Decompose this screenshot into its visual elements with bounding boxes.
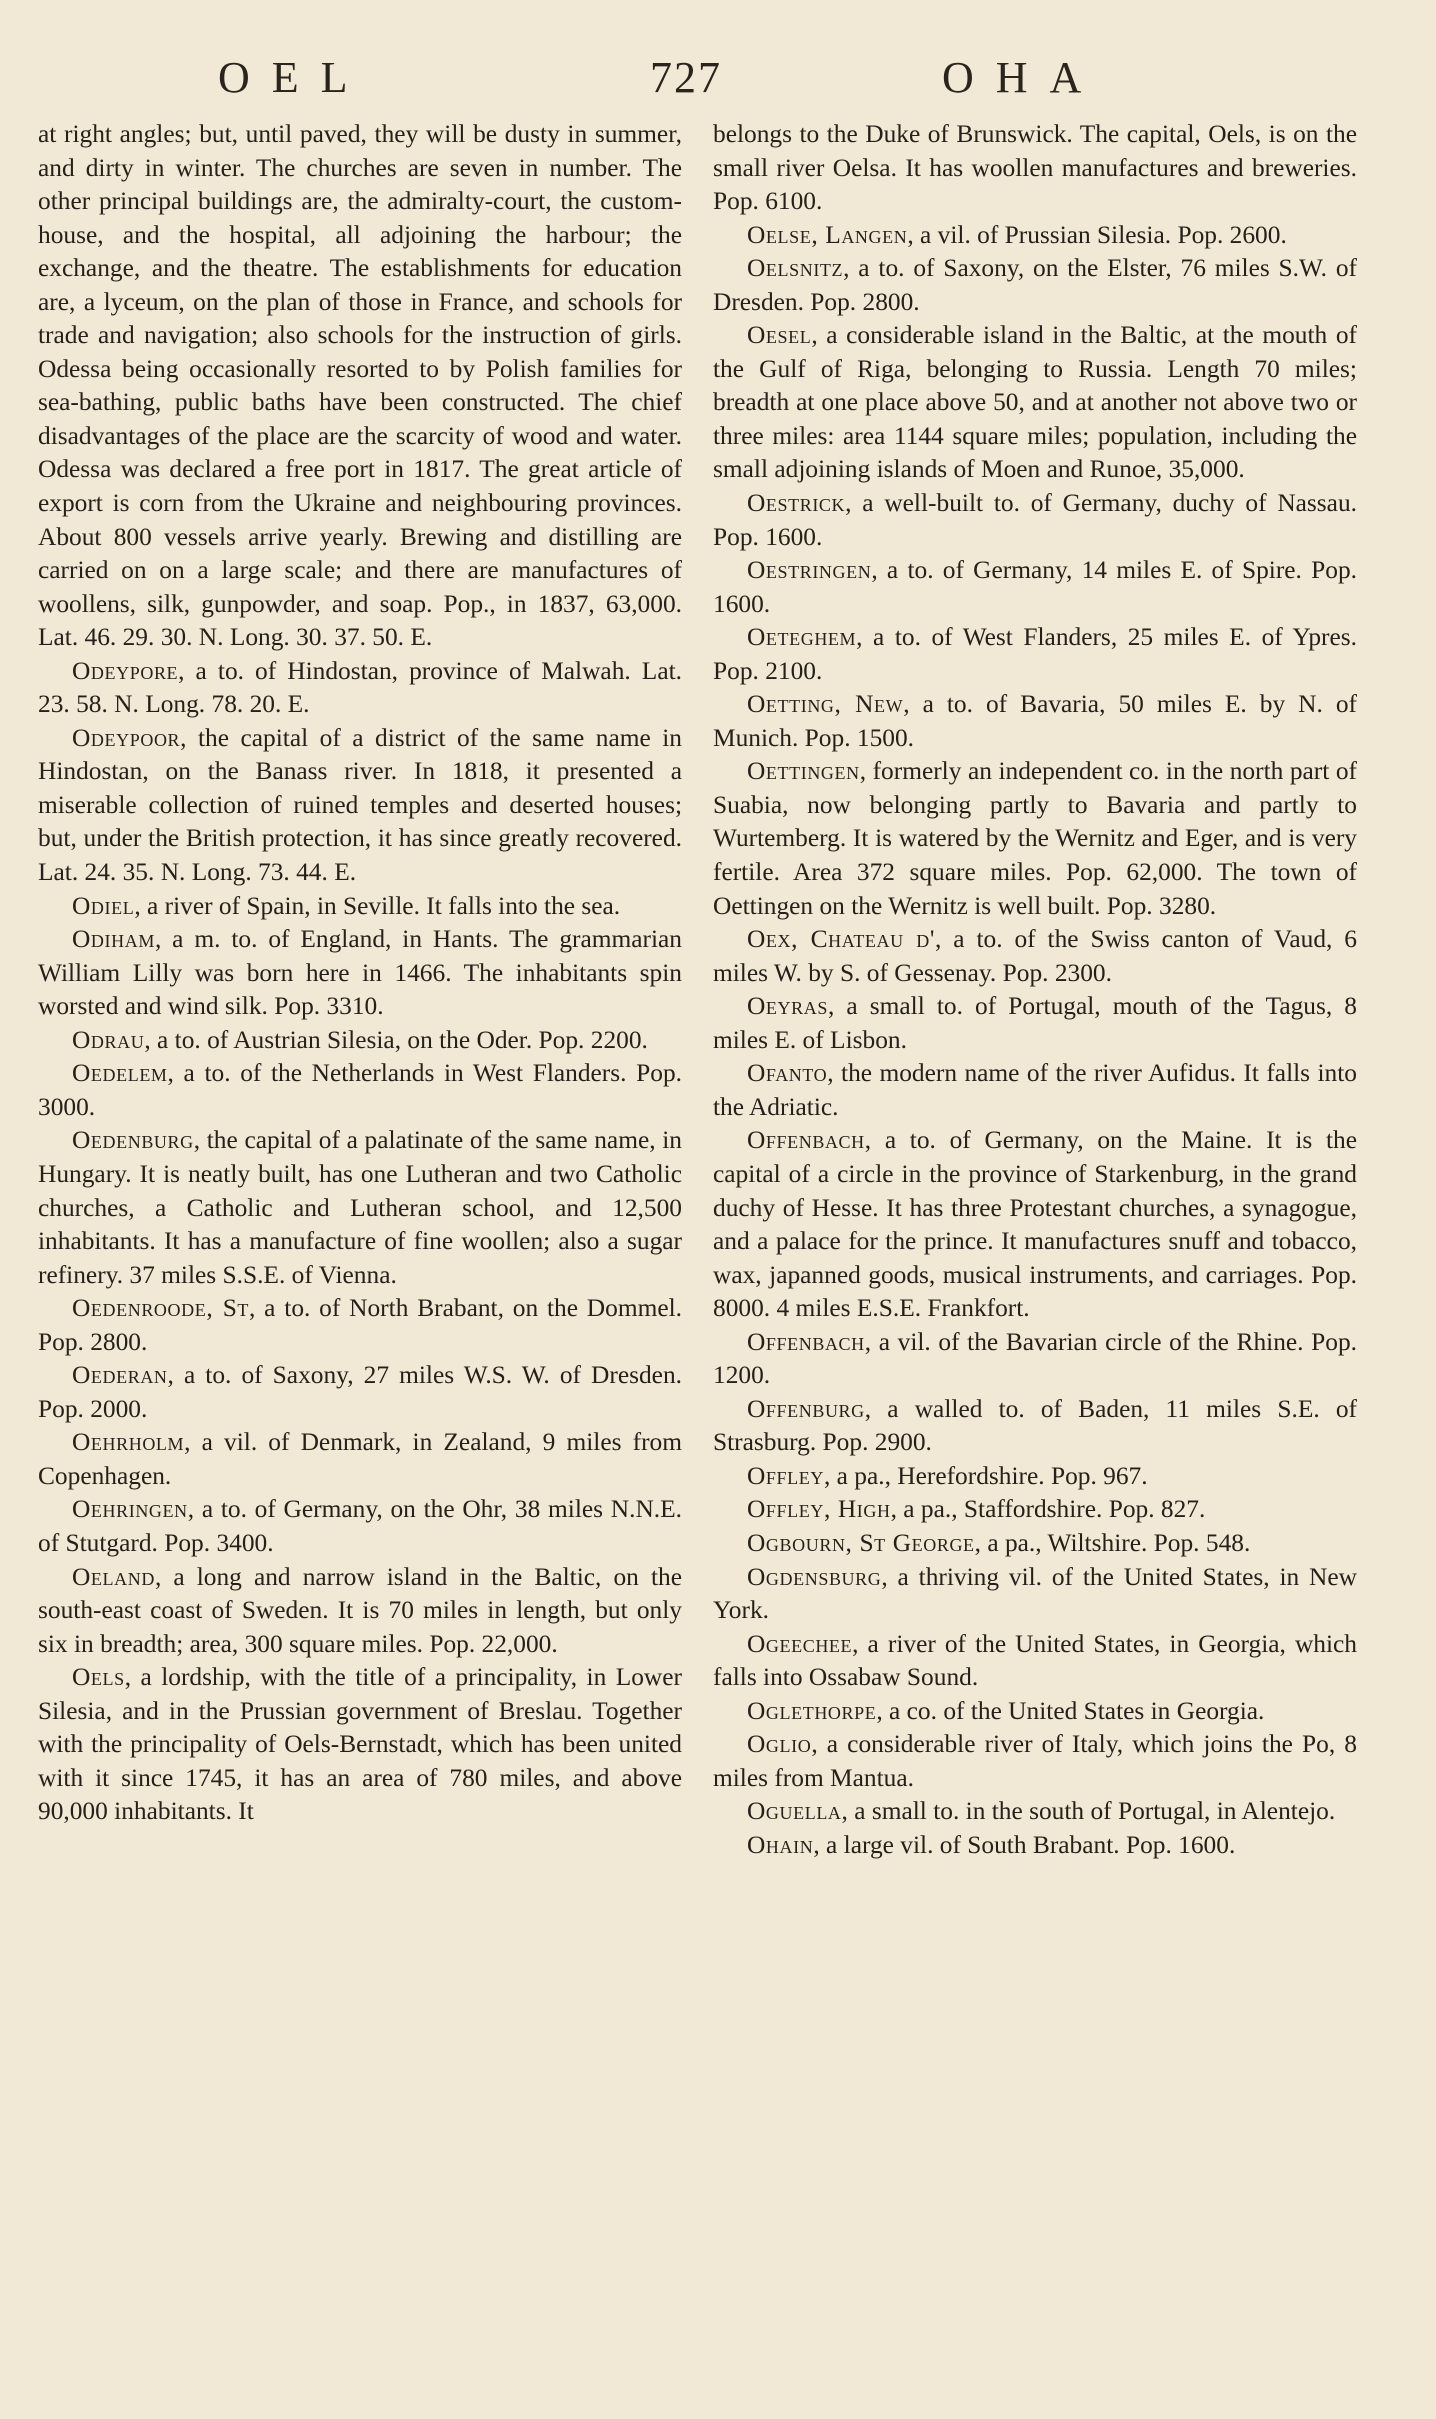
gazetteer-entry [713, 923, 1357, 990]
entry-headword: Offenbach [747, 1327, 865, 1356]
entry-text: , a co. of the United States in Georgia. [876, 1696, 1265, 1725]
entry-headword: Oex, Chateau d' [747, 925, 936, 954]
gazetteer-entry [713, 554, 1357, 621]
entry-headword: Oedelem [72, 1059, 168, 1088]
entry-text: , a walled to. of Baden, 11 miles S.E. of Strasburg. Pop. 2900. [713, 1394, 1357, 1457]
running-header [0, 52, 1436, 112]
entry-text: , a to. of Germany, 14 miles E. of Spire. Pop. 1600. [713, 556, 1357, 618]
entry-text: , a thriving vil. of the United States, in New York. [713, 1562, 1357, 1625]
gazetteer-entry [713, 1393, 1357, 1460]
entry-headword: Odeypore [72, 656, 179, 685]
entry-headword: Odiel [72, 891, 135, 920]
entry-text: belongs to the Duke of Brunswick. The capital, Oels, is on the small river Oelsa. It has woollen manufactures and breweries. Pop. 6100. [713, 120, 1357, 216]
entry-text: , a to. of the Netherlands in West Flanders. Pop. 3000. [38, 1059, 682, 1121]
gazetteer-entry [713, 1527, 1357, 1561]
entry-text: , a vil. of the Bavarian circle of the Rhine. Pop. 1200. [713, 1327, 1357, 1390]
entry-text: , a to. of Hindostan, province of Malwah. Lat. 23. 58. N. Long. 78. 20. E. [38, 656, 682, 719]
gazetteer-entry [713, 1695, 1357, 1729]
entry-text: , a pa., Herefordshire. Pop. 967. [823, 1461, 1148, 1490]
entry-text: , a to. of Austrian Silesia, on the Oder. Pop. 2200. [144, 1025, 648, 1054]
entry-headword: Ogbourn, St George [747, 1528, 975, 1557]
page-number: 727 [650, 53, 722, 102]
entry-headword: Oeteghem [747, 623, 857, 652]
gazetteer-entry [713, 1493, 1357, 1527]
entry-headword: Oederan [72, 1361, 168, 1390]
entry-text: , a to. of Saxony, 27 miles W.S. W. of Dresden. Pop. 2000. [38, 1361, 682, 1423]
entry-headword: Offley, High [747, 1495, 891, 1524]
gazetteer-entry [38, 722, 682, 890]
gazetteer-entry [713, 1628, 1357, 1695]
left-column [38, 118, 682, 1829]
gazetteer-entry [38, 1426, 682, 1493]
entry-text: , a to. of Germany, on the Maine. It is the capital of a circle in the province of Starkenburg, in the grand duchy of Hesse. It has three Protestant churches, a synagogue, and a palace for the prince. It manufactures snuff and tobacco, wax, japanned goods, musical instruments, and carriages. Pop. 8000. 4 miles E.S.E. Frankfort. [713, 1126, 1357, 1323]
entry-headword: Oeyras [747, 992, 828, 1021]
gazetteer-entry [713, 1057, 1357, 1124]
header-right-guide: OHA [942, 53, 1104, 102]
gazetteer-entry [38, 923, 682, 1024]
entry-text: at right angles; but, until paved, they will be dusty in summer, and dirty in winter. The churches are seven in number. The other principal buildings are, the admiralty-court, the custom-house, and the hospital, all adjoining the harbour; the exchange, and the theatre. The establishments for education are, a lyceum, on the plan of those in France, and schools for trade and navigation; also schools for the instruction of girls. Odessa being occasionally resorted to by Polish families for sea-bathing, public baths have been constructed. The chief disadvantages of the place are the scarcity of wood and water. Odessa was declared a free port in 1817. The great article of export is corn from the Ukraine and neighbouring provinces. About 800 vessels arrive yearly. Brewing and distilling are carried on on a large scale; and there are manufactures of woollens, silk, gunpowder, and soap. Pop., in 1837, 63,000. Lat. 46. 29. 30. N. Long. 30. 37. 50. E. [38, 120, 682, 652]
gazetteer-entry [713, 755, 1357, 923]
gazetteer-entry [713, 1829, 1357, 1863]
entry-headword: Oehrholm [72, 1428, 185, 1457]
entry-headword: Offenbach [747, 1126, 865, 1155]
entry-text: , a large vil. of South Brabant. Pop. 1600. [813, 1830, 1236, 1859]
entry-headword: Oettingen [747, 757, 860, 786]
entry-headword: Ogeechee [747, 1629, 853, 1658]
entry-text: , a to. of West Flanders, 25 miles E. of Ypres. Pop. 2100. [713, 623, 1357, 685]
gazetteer-entry [713, 688, 1357, 755]
entry-headword: Oelse, Langen [747, 220, 908, 249]
entry-text: , a well-built to. of Germany, duchy of Nassau. Pop. 1600. [713, 489, 1357, 551]
entry-headword: Oglio [747, 1730, 812, 1759]
entry-headword: Odiham [72, 925, 155, 954]
entry-headword: Ohain [747, 1830, 814, 1859]
gazetteer-entry [713, 1795, 1357, 1829]
gazetteer-entry [38, 1661, 682, 1829]
entry-text: , a considerable river of Italy, which joins the Po, 8 miles from Mantua. [713, 1730, 1357, 1792]
gazetteer-entry [38, 1292, 682, 1359]
gazetteer-entry [713, 219, 1357, 253]
entry-headword: Offley [747, 1461, 824, 1490]
entry-text: , a m. to. of England, in Hants. The grammarian William Lilly was born here in 1466. The inhabitants spin worsted and wind silk. Pop. 3310. [38, 925, 682, 1021]
gazetteer-entry [38, 1561, 682, 1662]
entry-headword: Oels [72, 1663, 125, 1692]
gazetteer-entry [38, 118, 682, 655]
gazetteer-entry [713, 1561, 1357, 1628]
entry-text: , a vil. of Denmark, in Zealand, 9 miles from Copenhagen. [38, 1428, 682, 1490]
gazetteer-entry [713, 252, 1357, 319]
entry-headword: Oedenburg [72, 1126, 194, 1155]
gazetteer-entry [38, 1359, 682, 1426]
entry-headword: Oeland [72, 1562, 155, 1591]
entry-headword: Oestrick [747, 489, 846, 518]
gazetteer-entry [713, 1326, 1357, 1393]
entry-text: , a to. of Bavaria, 50 miles E. by N. of Munich. Pop. 1500. [713, 690, 1357, 752]
entry-text: , a small to. in the south of Portugal, in Alentejo. [841, 1797, 1336, 1826]
entry-text: , a considerable island in the Baltic, at the mouth of the Gulf of Riga, belonging to Russia. Length 70 miles; breadth at one place above 50, and at another not above two or three miles: area 1144 square miles; population, including the small adjoining islands of Moen and Runoe, 35,000. [713, 321, 1357, 484]
gazetteer-entry [38, 1124, 682, 1292]
gazetteer-entry [38, 890, 682, 924]
entry-headword: Odeypoor [72, 723, 181, 752]
entry-headword: Offenburg [747, 1394, 865, 1423]
entry-text: , a pa., Staffordshire. Pop. 827. [890, 1495, 1206, 1524]
entry-text: , the capital of a district of the same name in Hindostan, on the Banass river. In 1818, it presented a miserable collection of ruined temples and deserted houses; but, under the British protection, it has since greatly recovered. Lat. 24. 35. N. Long. 73. 44. E. [38, 723, 682, 887]
gazetteer-entry [713, 118, 1357, 219]
entry-headword: Ogdensburg [747, 1562, 882, 1591]
gazetteer-entry [713, 1124, 1357, 1325]
gazetteer-entry [38, 1493, 682, 1560]
entry-text: , the capital of a palatinate of the same name, in Hungary. It is neatly built, has one Lutheran and two Catholic churches, a Catholic and Lutheran school, and 12,500 inhabitants. It has a manufacture of fine woollen; also a sugar refinery. 37 miles S.S.E. of Vienna. [38, 1126, 682, 1289]
gazetteer-entry [713, 1460, 1357, 1494]
gazetteer-entry [38, 1024, 682, 1058]
entry-text: , the modern name of the river Aufidus. It falls into the Adriatic. [713, 1059, 1357, 1121]
entry-headword: Odrau [72, 1025, 145, 1054]
gazetteer-entry [713, 1728, 1357, 1795]
entry-text: , a vil. of Prussian Silesia. Pop. 2600. [907, 220, 1287, 249]
gazetteer-entry [713, 621, 1357, 688]
entry-text: , a to. of Saxony, on the Elster, 76 miles S.W. of Dresden. Pop. 2800. [713, 254, 1357, 316]
entry-headword: Ofanto [747, 1059, 828, 1088]
entry-headword: Oetting, New [747, 690, 904, 719]
entry-text: , a small to. of Portugal, mouth of the Tagus, 8 miles E. of Lisbon. [713, 992, 1357, 1054]
entry-headword: Oedenroode, St [72, 1294, 250, 1323]
entry-text: , a river of Spain, in Seville. It falls into the sea. [134, 891, 621, 920]
entry-headword: Oehringen [72, 1495, 188, 1524]
entry-headword: Oestringen [747, 556, 872, 585]
entry-text: , a river of the United States, in Georgia, which falls into Ossabaw Sound. [713, 1629, 1357, 1692]
entry-text: , a to. of Germany, on the Ohr, 38 miles N.N.E. of Stutgard. Pop. 3400. [38, 1495, 682, 1557]
gazetteer-entry [713, 487, 1357, 554]
entry-text: , a long and narrow island in the Baltic, on the south-east coast of Sweden. It is 70 miles in length, but only six in breadth; area, 300 square miles. Pop. 22,000. [38, 1562, 682, 1658]
right-column [713, 118, 1357, 1862]
entry-headword: Oguella [747, 1797, 842, 1826]
gazetteer-entry [713, 990, 1357, 1057]
entry-text: , a lordship, with the title of a principality, in Lower Silesia, and in the Prussian government of Breslau. Together with the principality of Oels-Bernstadt, which has been united with it since 1745, it has an area of 780 miles, and above 90,000 inhabitants. It [38, 1663, 682, 1826]
gazetteer-entry [38, 1057, 682, 1124]
entry-text: , a pa., Wiltshire. Pop. 548. [974, 1528, 1251, 1557]
gazetteer-entry [713, 319, 1357, 487]
entry-headword: Oesel [747, 321, 812, 350]
entry-text: , a to. of the Swiss canton of Vaud, 6 miles W. by S. of Gessenay. Pop. 2300. [713, 925, 1357, 987]
entry-text: , formerly an independent co. in the north part of Suabia, now belonging partly to Bavaria and partly to Wurtemberg. It is watered by the Wernitz and Eger, and is very fertile. Area 372 square miles. Pop. 62,000. The town of Oettingen on the Wernitz is well built. Pop. 3280. [713, 757, 1357, 920]
header-left-guide: OEL [218, 53, 370, 102]
entry-headword: Oglethorpe [747, 1696, 877, 1725]
entry-headword: Oelsnitz [747, 254, 844, 283]
gazetteer-entry [38, 655, 682, 722]
entry-text: , a to. of North Brabant, on the Dommel. Pop. 2800. [38, 1294, 682, 1356]
